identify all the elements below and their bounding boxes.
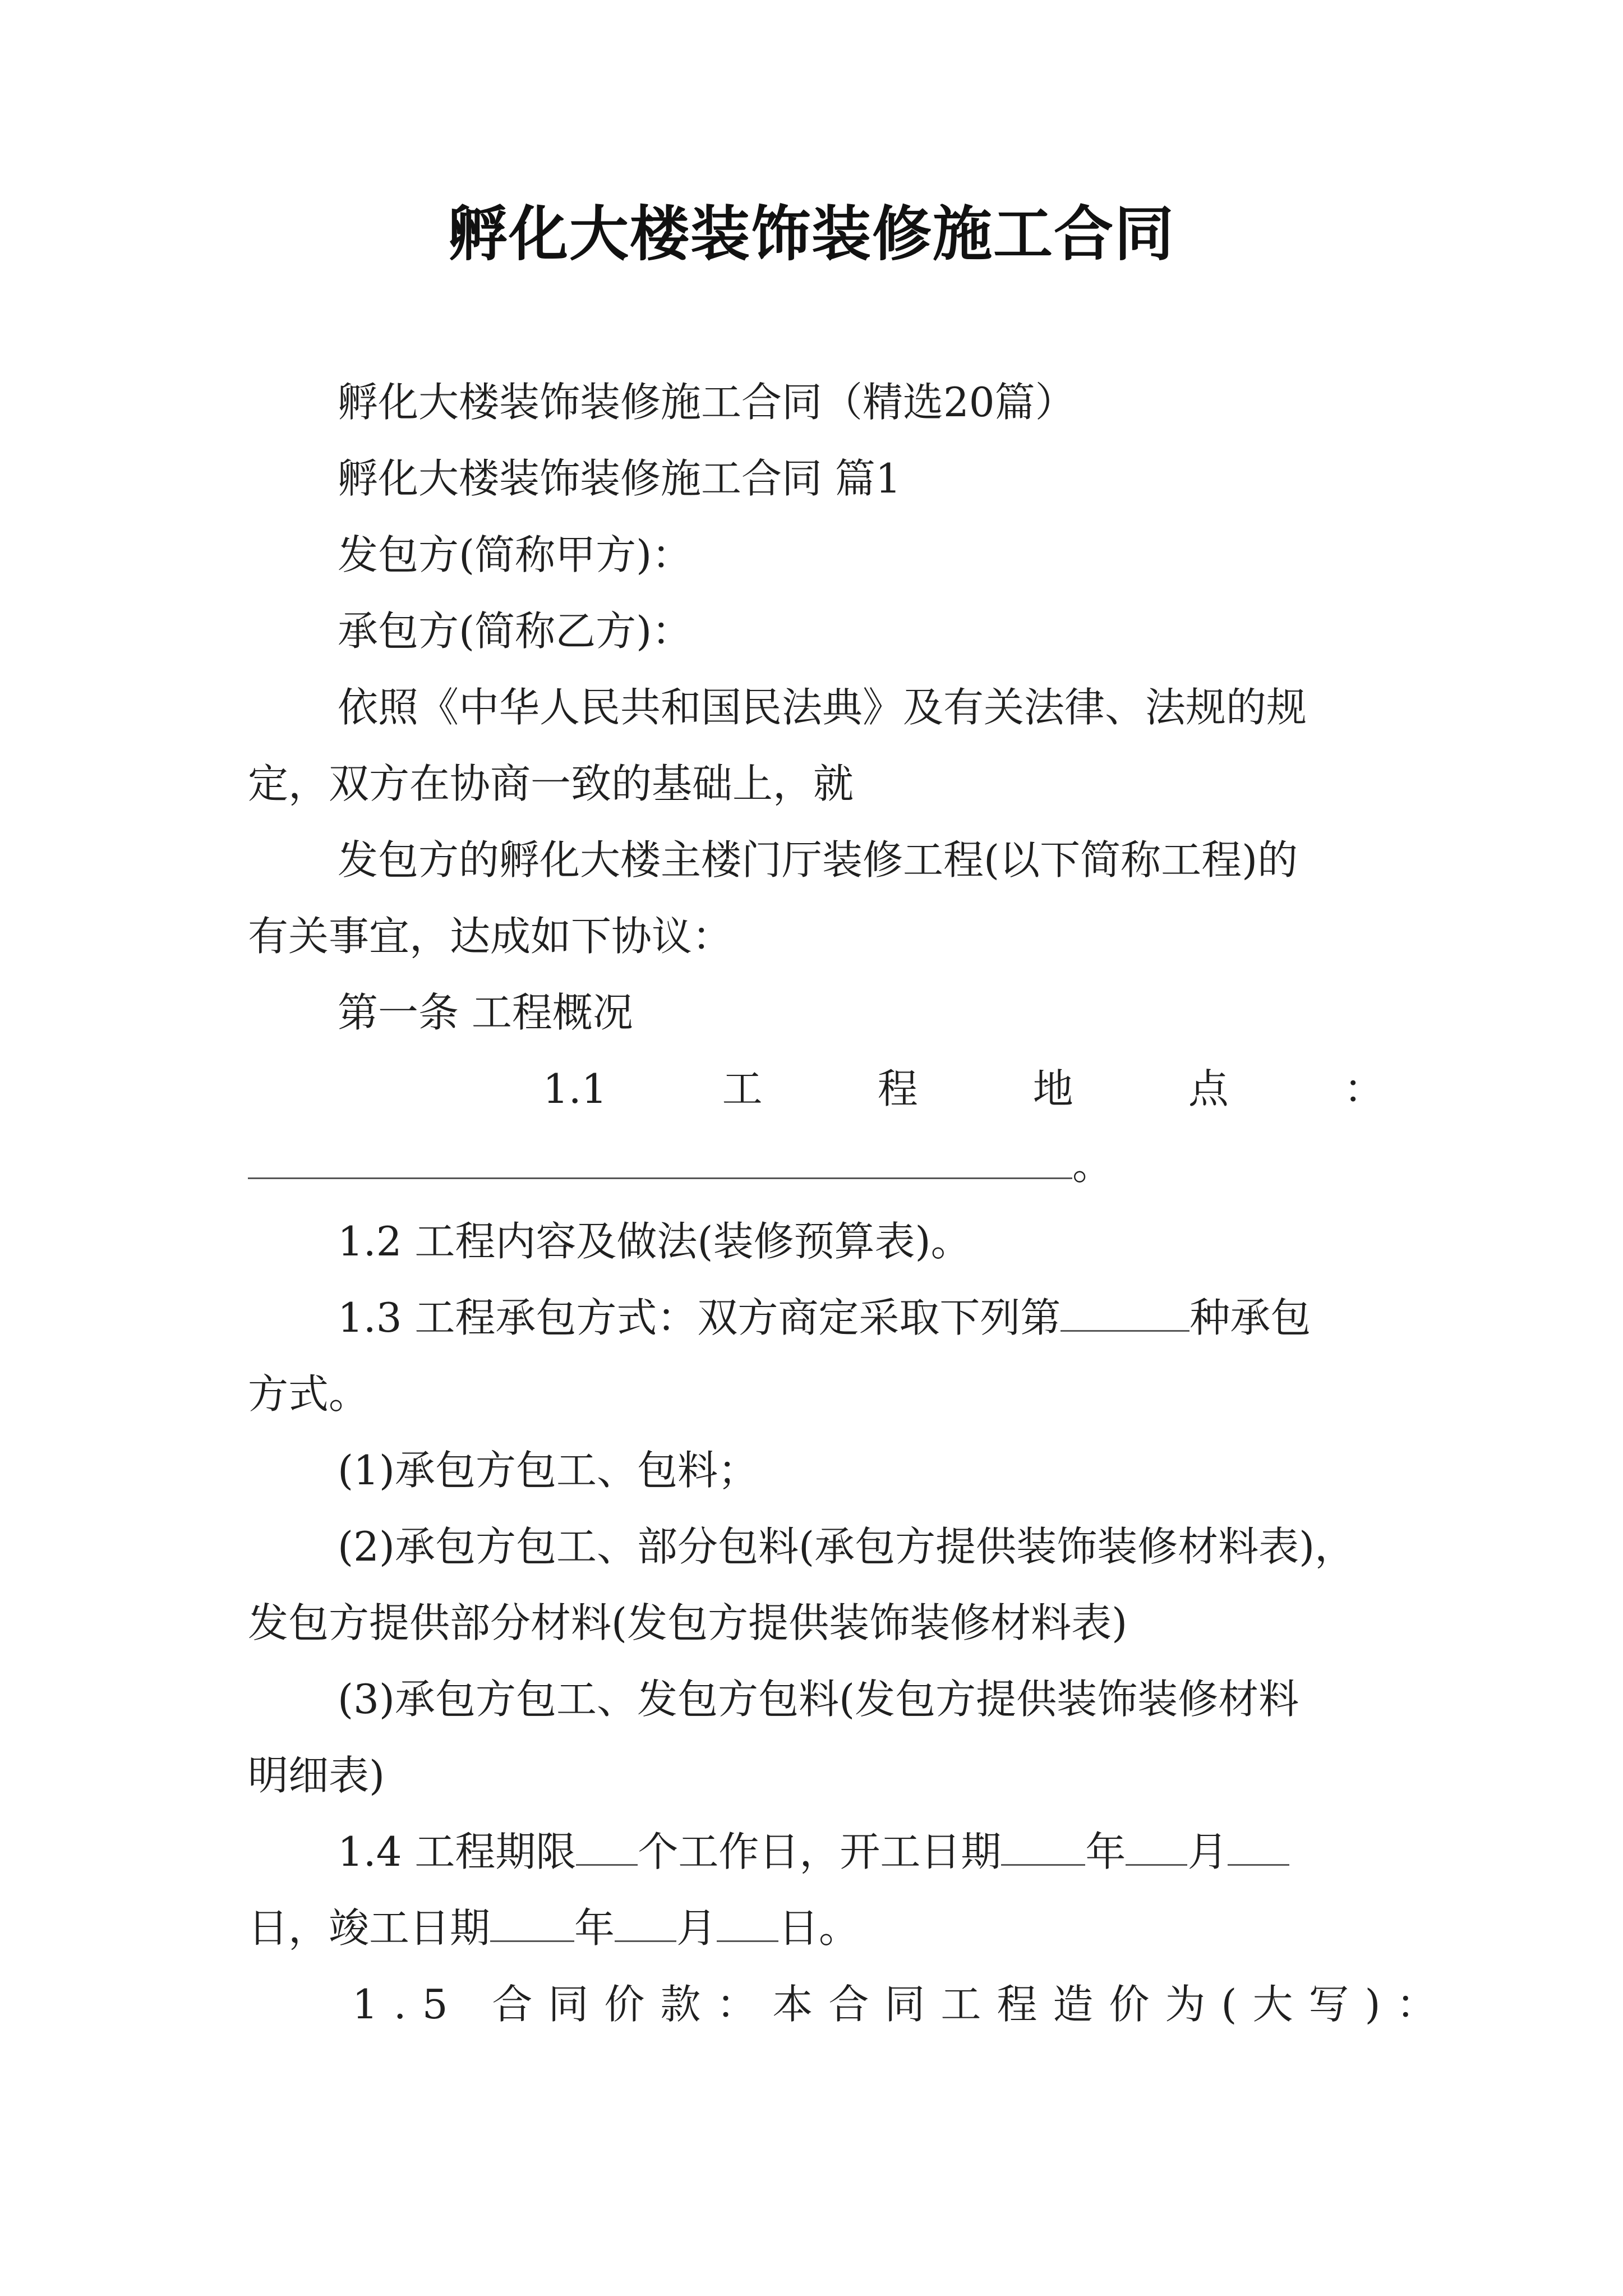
clause-colon: ： — [1343, 1065, 1384, 1112]
clause-line: 1.5 合同价款：本合同工程造价为(大写)： — [352, 1981, 1453, 2028]
clause-text: 1.3 工程承包方式：双方商定采取下列第 — [338, 1294, 1061, 1341]
party-b-line: 承包方(简称乙方)： — [338, 608, 693, 655]
blank-field — [248, 1144, 1072, 1179]
blank-field — [490, 1907, 574, 1942]
clause-line — [338, 1292, 1311, 1343]
paragraph-line: 有关事宜，达成如下协议： — [248, 913, 733, 960]
clause-text: 个工作日，开工日期 — [638, 1828, 1002, 1875]
option-line: (3)承包方包工、发包方包料(发包方提供装饰装修材料 — [338, 1676, 1299, 1723]
clause-line: 1.2 工程内容及做法(装修预算表)。 — [338, 1218, 971, 1265]
subtitle-line: 孵化大楼装饰装修施工合同（精选20篇） — [338, 379, 1076, 426]
option-line: (2)承包方包工、部分包料(承包方提供装饰装修材料表)， — [338, 1523, 1355, 1570]
blank-field — [1228, 1830, 1289, 1866]
clause-char: 程 — [877, 1065, 918, 1112]
blank-field — [717, 1907, 778, 1942]
blank-field — [576, 1830, 638, 1866]
clause-text: 月 — [1187, 1828, 1228, 1875]
section-heading: 孵化大楼装饰装修施工合同 篇1 — [338, 455, 901, 502]
clause-text: 年 — [574, 1904, 615, 1952]
blank-field — [615, 1907, 676, 1942]
paragraph-line: 定，双方在协商一致的基础上，就 — [248, 760, 854, 807]
clause-text: 种承包 — [1189, 1294, 1311, 1341]
clause-text: 日。 — [778, 1904, 860, 1952]
document-title: 孵化大楼装饰装修施工合同 — [448, 199, 1175, 269]
blank-field — [1061, 1296, 1189, 1332]
clause-text: 年 — [1085, 1828, 1126, 1875]
clause-1-1-line — [543, 1064, 1384, 1114]
article-heading: 第一条 工程概况 — [338, 989, 633, 1036]
option-line: (1)承包方包工、包料； — [338, 1447, 758, 1494]
clause-text: 日，竣工日期 — [248, 1904, 491, 1952]
option-line: 明细表) — [248, 1752, 385, 1799]
blank-field — [1001, 1830, 1085, 1866]
fill-line — [248, 1140, 1113, 1190]
clause-char: 地 — [1032, 1065, 1073, 1112]
paragraph-line: 依照《中华人民共和国民法典》及有关法律、法规的规 — [338, 684, 1307, 731]
clause-text: 1.4 工程期限 — [338, 1828, 577, 1875]
clause-char: 工 — [722, 1065, 763, 1112]
clause-line — [248, 1903, 859, 1953]
clause-line — [338, 1826, 1289, 1877]
clause-char: 点 — [1188, 1065, 1229, 1112]
option-line: 发包方提供部分材料(发包方提供装饰装修材料表) — [248, 1599, 1128, 1646]
blank-field — [1126, 1830, 1187, 1866]
clause-text: 月 — [676, 1904, 717, 1952]
clause-line: 方式。 — [248, 1370, 370, 1418]
party-a-line: 发包方(简称甲方)： — [338, 531, 693, 578]
period-mark: 。 — [1072, 1142, 1113, 1189]
clause-number: 1.1 — [543, 1065, 607, 1112]
paragraph-line: 发包方的孵化大楼主楼门厅装修工程(以下简称工程)的 — [338, 836, 1298, 884]
